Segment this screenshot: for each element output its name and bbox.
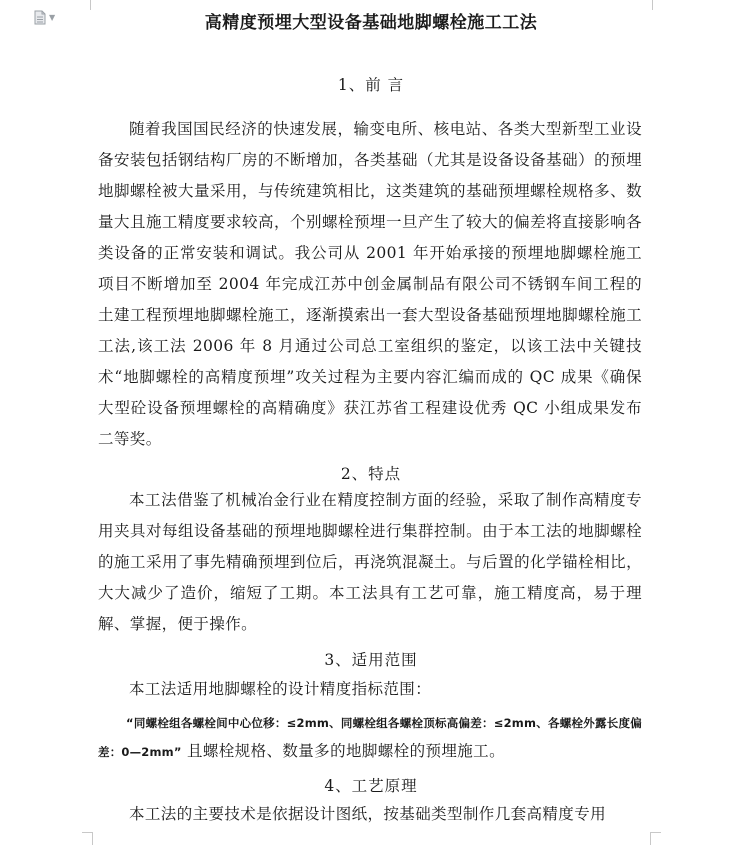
precision-spec-tail: 且螺栓规格、数量多的地脚螺栓的预埋施工。 [181,742,505,760]
section-paragraph-preface: 随着我国国民经济的快速发展，输变电所、核电站、各类大型新型工业设备安装包括钢结构厂房的不断增加，各类基础（尤其是设备设备基础）的预埋地脚螺栓被大量采用，与传统建筑相比，这类建筑的基础预埋螺栓规格多、数量大且施工精度要求较高，个别螺栓预埋一旦产生了较大的偏差将直接影响各类设备的正常安装和调试。我公司从 2001 年开始承接的预埋地脚螺栓施工项目不断增加至 2004 年完成江苏中创金属制品有限公司不锈钢车间工程的土建工程预埋地脚螺栓施工，逐渐摸索出一套大型设备基础预埋地脚螺栓施工工法,该工法 2006 年 8 月通过公司总工室组织的鉴定，以该工法中关键技术“地脚螺栓的高精度预埋”攻关过程为主要内容汇编而成的 QC 成果《确保大型砼设备预埋螺栓的高精确度》获江苏省工程建设优秀 QC 小组成果发布二等奖。 [98,120,642,448]
section-heading-preface: 1、前 言 [337,76,405,94]
section-heading-principle: 4、工艺原理 [324,777,418,795]
page-corner-mark [82,832,93,845]
precision-spec-bold: “同螺栓组各螺栓间中心位移：≤2mm、同螺栓组各螺栓顶标高偏差：≤2mm、各螺栓外露长度偏差：0—2mm” [98,716,642,759]
section-heading-scope: 3、适用范围 [324,651,418,669]
document-title: 高精度预埋大型设备基础地脚螺栓施工工法 [204,13,538,33]
page-corner-mark [650,832,661,845]
section-paragraph-scope: 本工法适用地脚螺栓的设计精度指标范围： [129,680,432,698]
page-corner-mark [652,0,661,10]
section-heading-features: 2、特点 [340,465,402,483]
section-paragraph-principle: 本工法的主要技术是依据设计图纸，按基础类型制作几套高精度专用 [129,805,607,823]
page-corner-mark [82,0,91,10]
section-paragraph-features: 本工法借鉴了机械冶金行业在精度控制方面的经验，采取了制作高精度专用夹具对每组设备基础的预埋地脚螺栓进行集群控制。由于本工法的地脚螺栓的施工采用了事先精确预埋到位后，再浇筑混凝土。与后置的化学锚栓相比，大大减少了造价，缩短了工期。本工法具有工艺可靠，施工精度高，易于理解、掌握，便于操作。 [98,491,642,633]
document-menu-button[interactable] [34,9,60,25]
chevron-down-icon: ▼ [49,12,56,22]
document-icon [34,10,46,25]
precision-spec-text [98,709,642,766]
